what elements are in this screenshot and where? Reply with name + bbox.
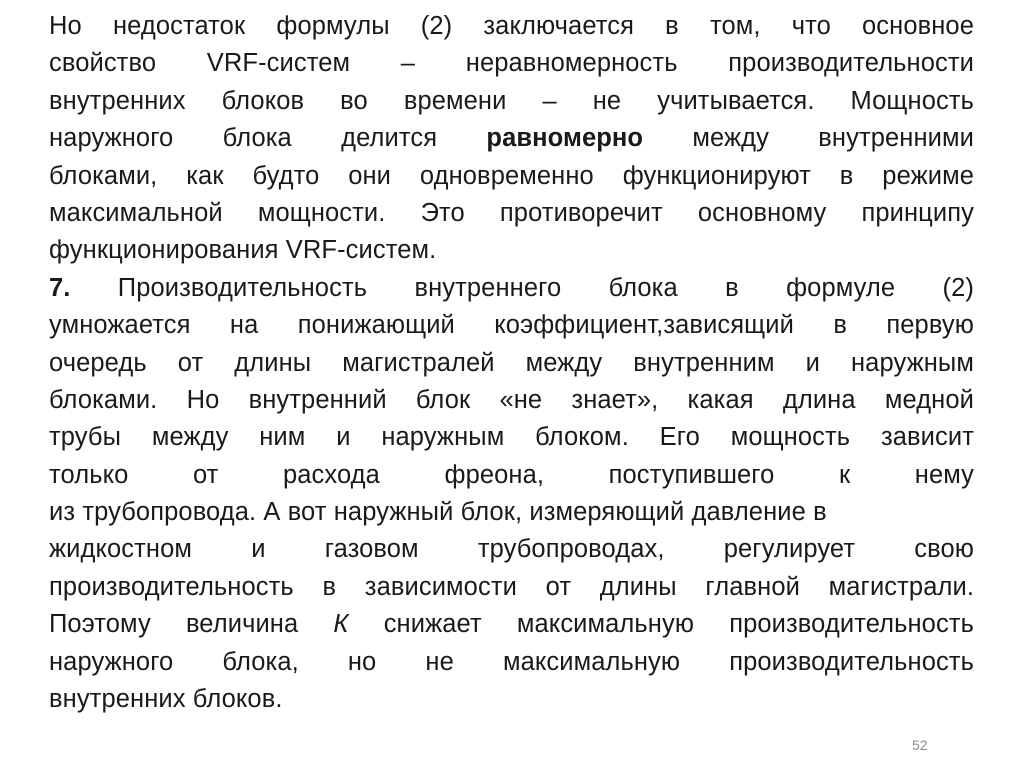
- text-line: трубы между ним и наружным блоком. Его мощность зависит: [49, 423, 974, 452]
- text-line: Но недостаток формулы (2) заключается в том, что основное: [49, 12, 974, 40]
- text-segment: между внутренними: [643, 124, 974, 153]
- text-line: из трубопровода. А вот наружный блок, измеряющий давление в: [49, 498, 827, 527]
- text-segment: снижает максимальную производительность: [348, 610, 974, 639]
- text-segment: Производительность внутреннего блока в формуле (2): [70, 273, 974, 302]
- text-line: внутренних блоков.: [49, 685, 283, 714]
- emphasized-word: равномерно: [486, 124, 644, 153]
- text-line: максимальной мощности. Это противоречит основному принципу: [49, 198, 974, 227]
- text-line: [49, 606, 974, 643]
- text-line: [49, 120, 974, 157]
- page-number: 52: [912, 737, 928, 753]
- variable-k: К: [333, 610, 349, 639]
- text-line: производительность в зависимости от длины главной магистрали.: [49, 572, 974, 601]
- text-line: только от расхода фреона, поступившего к нему: [49, 460, 974, 489]
- text-segment: Поэтому величина: [49, 610, 334, 639]
- text-line: блоками, как будто они одновременно функционируют в режиме: [49, 161, 974, 190]
- text-line: наружного блока, но не максимальную производительность: [49, 647, 974, 676]
- text-line: жидкостном и газовом трубопроводах, регулирует свою: [49, 535, 974, 564]
- text-line: внутренних блоков во времени – не учитывается. Мощность: [49, 86, 974, 115]
- text-line: очередь от длины магистралей между внутренним и наружным: [49, 348, 974, 377]
- body-text: [49, 8, 974, 718]
- text-line: [49, 270, 974, 307]
- text-line: свойство VRF-систем – неравномерность производительности: [49, 49, 974, 78]
- text-line: блоками. Но внутренний блок «не знает», какая длина медной: [49, 385, 974, 414]
- text-line: функционирования VRF-систем.: [49, 236, 437, 265]
- text-segment: наружного блока делится: [49, 124, 487, 153]
- text-line: умножается на понижающий коэффициент,зависящий в первую: [49, 311, 974, 340]
- item-number: 7.: [49, 273, 71, 302]
